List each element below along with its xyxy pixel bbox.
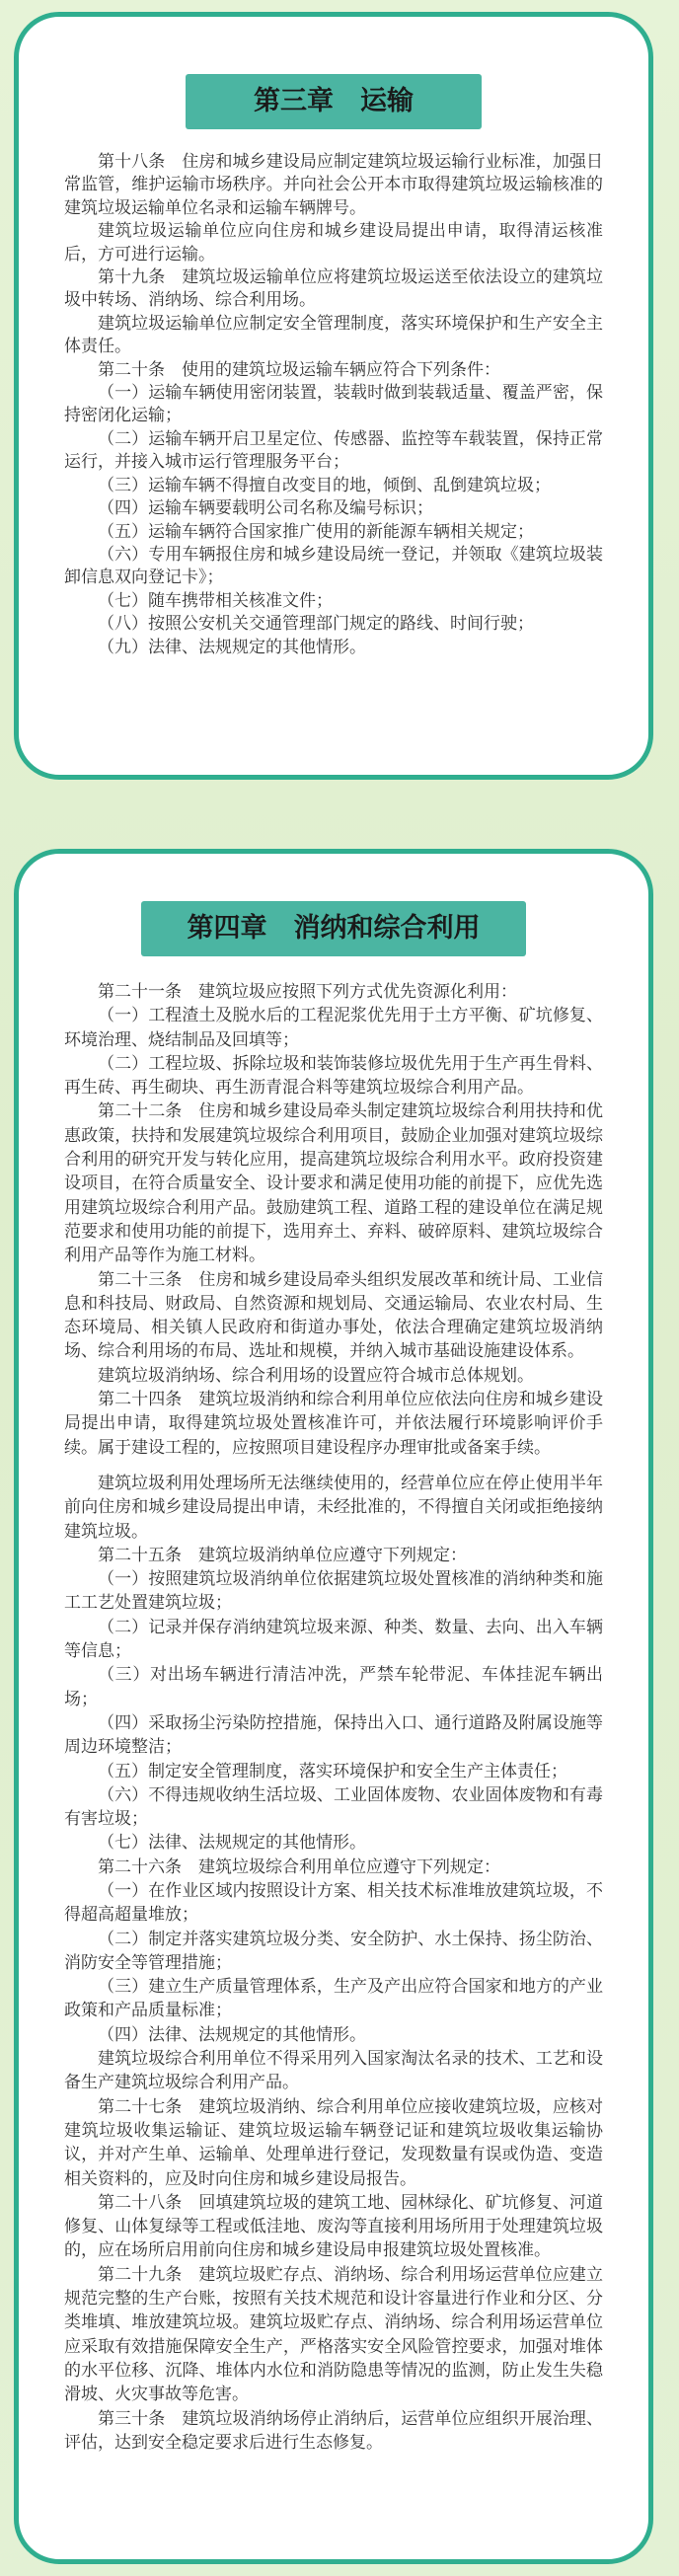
article-paragraph: （六）不得违规收纳生活垃圾、工业固体废物、农业固体废物和有毒有害垃圾； bbox=[64, 1784, 603, 1830]
article-paragraph: （八）按照公安机关交通管理部门规定的路线、时间行驶； bbox=[98, 614, 534, 635]
chapter-4-title: 第四章 消纳和综合利用 bbox=[141, 901, 526, 956]
chapter-3-panel bbox=[14, 12, 653, 780]
article-paragraph: 第二十二条 住房和城乡建设局牵头制定建筑垃圾综合利用扶持和优惠政策，扶持和发展建筑垃圾综合利用项目，鼓励企业加强对建筑垃圾综合利用的研究开发与转化应用，提高建筑垃圾综合利用水平。政府投资建设项目，在符合质量安全、设计要求和满足使用功能的前提下，应优先选用建筑垃圾综合利用产品。鼓励建筑工程、道路工程的建设单位在满足规范要求和使用功能的前提下，选用弃土、弃料、破碎原料、建筑垃圾综合利用产品等作为施工材料。 bbox=[64, 1101, 603, 1266]
article-paragraph: 第十九条 建筑垃圾运输单位应将建筑垃圾运送至依法设立的建筑垃圾中转场、消纳场、综合利用场。 bbox=[64, 267, 603, 311]
article-paragraph: 第二十六条 建筑垃圾综合利用单位应遵守下列规定： bbox=[98, 1856, 500, 1877]
article-paragraph: （五）运输车辆符合国家推广使用的新能源车辆相关规定； bbox=[98, 521, 534, 542]
article-paragraph: （三）运输车辆不得擅自改变目的地，倾倒、乱倒建筑垃圾； bbox=[98, 475, 551, 495]
article-paragraph: 第二十八条 回填建筑垃圾的建筑工地、园林绿化、矿坑修复、河道修复、山体复绿等工程或低洼地、废沟等直接利用场所用于处理建筑垃圾的，应在场所启用前向住房和城乡建设局申报建筑垃圾处置核准。 bbox=[64, 2192, 603, 2261]
article-paragraph: （七）随车携带相关核准文件； bbox=[98, 590, 333, 611]
article-paragraph: 第二十一条 建筑垃圾应按照下列方式优先资源化利用： bbox=[98, 982, 517, 1002]
chapter-4-content bbox=[64, 980, 603, 2455]
article-paragraph: （二）运输车辆开启卫星定位、传感器、监控等车载装置，保持正常运行，并接入城市运行管理服务平台； bbox=[64, 428, 603, 473]
article-paragraph: 第二十三条 住房和城乡建设局牵头组织发展改革和统计局、工业信息和科技局、财政局、自然资源和规划局、交通运输局、农业农村局、生态环境局、相关镇人民政府和街道办事处，依法合理确定建筑垃圾消纳场、综合利用场的布局、选址和规模，并纳入城市基础设施建设体系。 bbox=[64, 1269, 603, 1362]
article-paragraph: 第二十九条 建筑垃圾贮存点、消纳场、综合利用场运营单位应建立规范完整的生产台账，按照有关技术规范和设计容量进行作业和分区、分类堆填、堆放建筑垃圾。建筑垃圾贮存点、消纳场、综合利用场运营单位应采取有效措施保障安全生产，严格落实安全风险管控要求，加强对堆体的水平位移、沉降、堆体内水位和消防隐患等情况的监测，防止发生失稳滑坡、火灾事故等危害。 bbox=[64, 2264, 603, 2405]
article-paragraph: 建筑垃圾消纳场、综合利用场的设置应符合城市总体规划。 bbox=[98, 1365, 534, 1386]
chapter-4-panel bbox=[14, 849, 653, 2564]
article-paragraph: （二）制定并落实建筑垃圾分类、安全防护、水土保持、扬尘防治、消防安全等管理措施； bbox=[64, 1929, 603, 1973]
article-paragraph: （五）制定安全管理制度，落实环境保护和安全生产主体责任； bbox=[98, 1761, 567, 1781]
article-paragraph: 第二十五条 建筑垃圾消纳单位应遵守下列规定： bbox=[98, 1545, 467, 1565]
article-paragraph: （七）法律、法规规定的其他情形。 bbox=[98, 1833, 366, 1854]
article-paragraph: （一）按照建筑垃圾消纳单位依据建筑垃圾处置核准的消纳种类和施工工艺处置建筑垃圾； bbox=[64, 1569, 603, 1614]
article-paragraph: （二）工程垃圾、拆除垃圾和装饰装修垃圾优先用于生产再生骨料、再生砖、再生砌块、再生沥青混合料等建筑垃圾综合利用产品。 bbox=[64, 1053, 603, 1099]
article-paragraph: （一）工程渣土及脱水后的工程泥浆优先用于土方平衡、矿坑修复、环境治理、烧结制品及回填等； bbox=[64, 1006, 603, 1050]
article-paragraph: 第二十四条 建筑垃圾消纳和综合利用单位应依法向住房和城乡建设局提出申请，取得建筑垃圾处置核准许可，并依法履行环境影响评价手续。属于建设工程的，应按照项目建设程序办理审批或备案手续。 bbox=[64, 1390, 603, 1458]
article-paragraph: 第十八条 住房和城乡建设局应制定建筑垃圾运输行业标准，加强日常监管，维护运输市场秩序。并向社会公开本市取得建筑垃圾运输核准的建筑垃圾运输单位名录和运输车辆牌号。 bbox=[64, 152, 603, 218]
article-paragraph: （九）法律、法规规定的其他情形。 bbox=[98, 637, 366, 657]
article-paragraph: （四）运输车辆要载明公司名称及编号标识； bbox=[98, 498, 433, 519]
chapter-3-content bbox=[64, 151, 603, 659]
article-paragraph: （一）运输车辆使用密闭装置，装载时做到装载适量、覆盖严密，保持密闭化运输； bbox=[64, 383, 603, 426]
chapter-3-title: 第三章 运输 bbox=[186, 74, 482, 129]
article-paragraph: （三）对出场车辆进行清洁冲洗，严禁车轮带泥、车体挂泥车辆出场； bbox=[64, 1665, 603, 1709]
article-paragraph: （三）建立生产质量管理体系，生产及产出应符合国家和地方的产业政策和产品质量标准； bbox=[64, 1977, 603, 2021]
article-paragraph: 第二十条 使用的建筑垃圾运输车辆应符合下列条件： bbox=[98, 359, 500, 380]
article-paragraph: 建筑垃圾运输单位应向住房和城乡建设局提出申请，取得清运核准后，方可进行运输。 bbox=[64, 221, 603, 265]
article-paragraph: 第三十条 建筑垃圾消纳场停止消纳后，运营单位应组织开展治理、评估，达到安全稳定要求后进行生态修复。 bbox=[64, 2408, 603, 2453]
article-paragraph: （六）专用车辆报住房和城乡建设局统一登记，并领取《建筑垃圾装卸信息双向登记卡》； bbox=[64, 544, 603, 588]
article-paragraph: （二）记录并保存消纳建筑垃圾来源、种类、数量、去向、出入车辆等信息； bbox=[64, 1617, 603, 1662]
article-paragraph: （一）在作业区域内按照设计方案、相关技术标准堆放建筑垃圾，不得超高超量堆放； bbox=[64, 1880, 603, 1926]
article-paragraph: 第二十七条 建筑垃圾消纳、综合利用单位应接收建筑垃圾，应核对建筑垃圾收集运输证、建筑垃圾运输车辆登记证和建筑垃圾收集运输协议，并对产生单、运输单、处理单进行登记，发现数量有误或伪造、变造相关资料的，应及时向住房和城乡建设局报告。 bbox=[64, 2096, 603, 2189]
article-paragraph: （四）法律、法规规定的其他情形。 bbox=[98, 2024, 366, 2045]
article-paragraph: 建筑垃圾综合利用单位不得采用列入国家淘汰名录的技术、工艺和设备生产建筑垃圾综合利用产品。 bbox=[64, 2049, 603, 2093]
article-paragraph: 建筑垃圾利用处理场所无法继续使用的，经营单位应在停止使用半年前向住房和城乡建设局提出申请，未经批准的，不得擅自关闭或拒绝接纳建筑垃圾。 bbox=[64, 1473, 603, 1542]
article-paragraph: 建筑垃圾运输单位应制定安全管理制度，落实环境保护和生产安全主体责任。 bbox=[64, 313, 603, 357]
article-paragraph: （四）采取扬尘污染防控措施，保持出入口、通行道路及附属设施等周边环境整洁； bbox=[64, 1712, 603, 1758]
